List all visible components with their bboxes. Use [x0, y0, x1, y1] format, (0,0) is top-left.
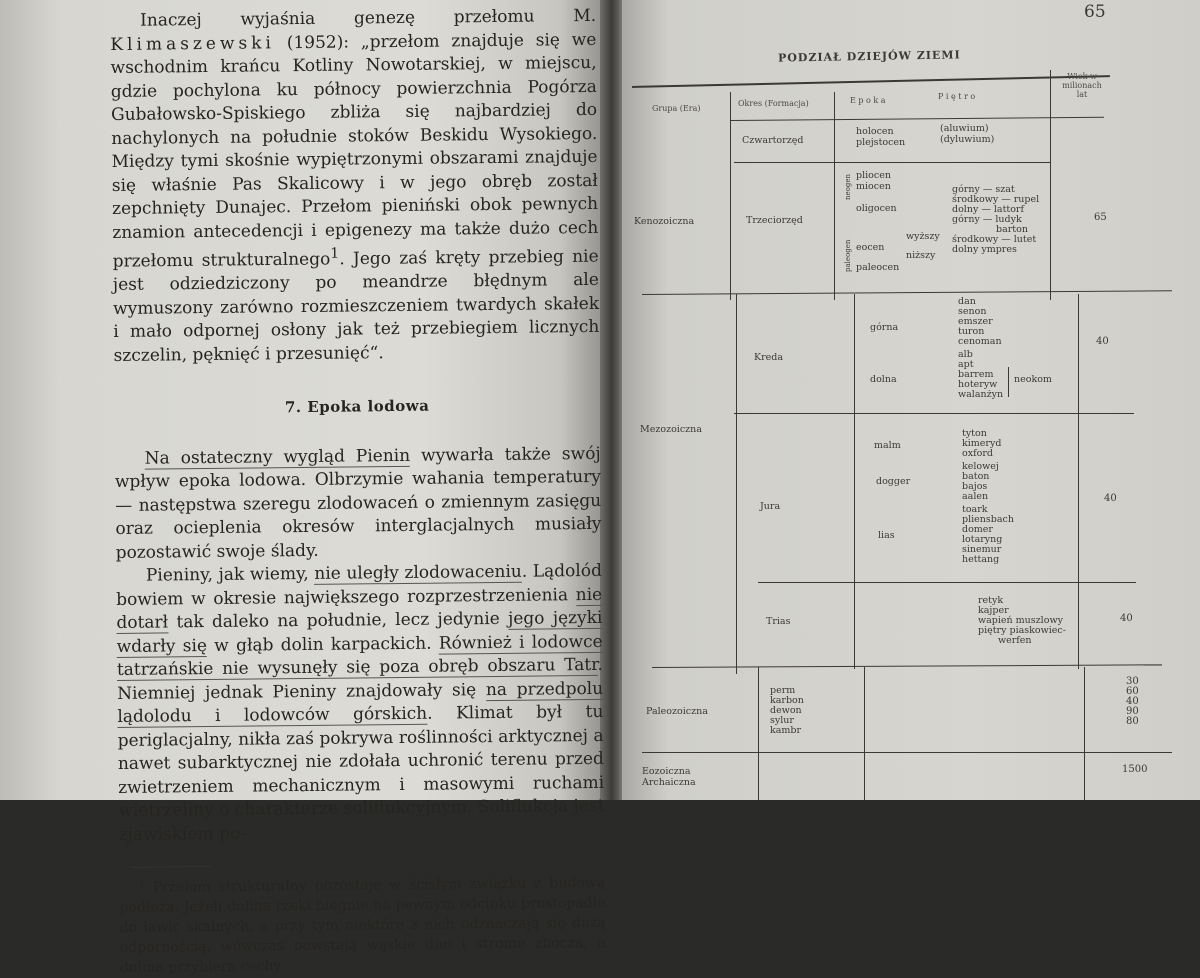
- kenozoic-divider: [642, 290, 1172, 295]
- neogen-epochs: pliocen miocen: [856, 170, 891, 192]
- stage-neokom: neokom: [1014, 374, 1052, 385]
- header-grupa: Grupa (Era): [652, 104, 701, 113]
- eocen-nizszy: niższy: [906, 250, 936, 261]
- age-eozoic: 1500: [1122, 764, 1148, 775]
- col-line-2b: [854, 294, 855, 669]
- era-kenozoiczna: Kenozoiczna: [634, 216, 695, 227]
- paleozoic-ages: 30 60 40 90 80: [1126, 676, 1139, 727]
- czw-epochs: holocen plejstocen: [856, 126, 906, 148]
- geologic-table-page: [622, 0, 1200, 800]
- paragraph-klimaszewski: Inaczej wyjaśnia genezę przełomu M. Klimaszewski (1952): „przełom znajduje się we wschodnim krańcu Kotliny Nowotarskiej, w miejscu, gdzie pochylona ku północy powierzchnia Pogórza Gubałowsko-Spiskiego zbliża się najbardziej do nachylonych na południe stoków Beskidu Wysokiego. Między tymi skośnie wypiętrzonymi obszarami znajduje się właśnie Pas Skalicowy i w jego obręb został zepchnięty Dunajec. Przełom pieniński obok pewnych znamion antecedencji i epigenezy ma także dużo cech przełomu strukturalnego$^1$. Jego zaś kręty przebieg nie jest odziedziczony po meandrze błędnym ale wymuszony zarówno rozmieszczeniem twardych skałek i mało odpornej osłony jak też przebiegiem licznych szczelin, pęknięć i przesunięć“.: [110, 5, 600, 366]
- lias-stages: toark pliensbach domer lotaryng sinemur hettang: [962, 504, 1014, 565]
- tertiary-stages: górny — szat środkowy — rupel dolny — lattorf górny — ludyk barton środkowy — lutet dolny ympres: [952, 184, 1040, 255]
- col-line-1c: [758, 667, 759, 800]
- left-page-text: [110, 5, 606, 978]
- label-paleogen: paleogen: [844, 239, 852, 272]
- dogger-stages: kelowej baton bajos aalen: [962, 461, 999, 502]
- czw-stages: (aluwium) (dyluwium): [940, 123, 995, 145]
- footnote-rule: [131, 866, 211, 868]
- kreda-divider: [734, 413, 1134, 414]
- epoch-eocen: eocen: [856, 242, 885, 253]
- footnote-marker: 1: [330, 245, 340, 262]
- kreda-gorna: górna: [870, 322, 899, 333]
- paragraph-glaciation: Pieniny, jak wiemy, nie uległy zlodowaceniu. Lądolód bowiem w okresie największego rozprzestrzenienia nie dotarł tak daleko na południe, lecz jedynie jego języki wdarły się w głąb dolin karpackich. Również i lodowce tatrzańskie nie wysunęły się poza obręb obszaru Tatr. Niemniej jednak Pieniny znajdowały się na przedpolu lądolodu i lodowców górskich. Klimat był tu periglacjalny, nikła zaś pokrywa roślinności arktycznej a nawet subarktycznej nie zdołała uchronić terenu przed zwietrzeniem mechanicznym i masowymi ruchami wietrzeliny o charakterze soliflukcyjnym. Soliflukcja jest zjawiskiem po-: [116, 561, 605, 845]
- col-line-3: [1050, 70, 1051, 300]
- table-title: PODZIAŁ DZIEJÓW ZIEMI: [777, 48, 961, 65]
- age-kreda: 40: [1096, 336, 1109, 347]
- paleozoic-divider: [642, 752, 1172, 753]
- period-trzeciorzed: Trzeciorzęd: [746, 215, 803, 226]
- header-okres: Okres (Formacja): [738, 99, 809, 108]
- col-line-3b: [1078, 294, 1079, 669]
- mezozoic-divider: [652, 664, 1162, 668]
- age-kenozoic: 65: [1094, 212, 1107, 223]
- era-paleozoiczna: Paleozoiczna: [646, 706, 708, 717]
- header-epoka: E p o k a: [850, 96, 886, 105]
- era-mezozoiczna: Mezozoiczna: [640, 424, 702, 435]
- age-trias: 40: [1120, 613, 1133, 624]
- neokom-brace: [1008, 367, 1009, 397]
- epoch-malm: malm: [874, 440, 901, 451]
- epoch-oligocen: oligocen: [856, 203, 897, 214]
- label-neogen: neogen: [844, 174, 852, 200]
- period-trias: Trias: [766, 616, 791, 627]
- period-jura: Jura: [760, 501, 781, 512]
- czwartorzed-divider: [734, 162, 1050, 163]
- epoch-lias: lias: [878, 530, 895, 541]
- eocen-wyzszy: wyższy: [906, 231, 940, 242]
- period-czwartorzed: Czwartorzęd: [742, 135, 804, 146]
- col-line-1: [730, 92, 731, 300]
- table-top-rule: [632, 75, 1110, 88]
- footnote: ¹ Przełom strukturalny pozostaje w ścisłym związku z budową podłoża. Jeżeli dolina rzeki biegnie na pewnym odcinku prostopadle do ławic skalnych, a przy tym niektóre z nich odznaczają się dużą odpornością, wówczas powstają wąskie dno i strome zbocza, a dolina przybiera cechy: [119, 875, 606, 977]
- kreda-dolna-stages: alb apt barrem hoteryw walanżyn: [958, 349, 1004, 400]
- malm-stages: tyton kimeryd oxford: [962, 428, 1002, 459]
- header-pietro: P i ę t r o: [938, 92, 976, 101]
- col-line-1b: [736, 294, 737, 674]
- jura-divider: [758, 582, 1136, 583]
- header-bottom-rule: [730, 117, 1104, 121]
- col-line-2: [834, 92, 835, 300]
- era-eozoiczna: Eozoiczna Archaiczna: [642, 766, 696, 788]
- paragraph-ice-age: Na ostateczny wygląd Pienin wywarła także swój wpływ epoka lodowa. Olbrzymie wahania temperatury — następstwa szeregu zlodowaceń o zmiennym zasięgu oraz ocieplenia okresów interglacjalnych musiały pozostawić swoje ślady.: [114, 443, 602, 563]
- kreda-gorna-stages: dan senon emszer turon cenoman: [958, 296, 1002, 347]
- col-line-2c: [864, 667, 865, 800]
- age-jura: 40: [1104, 493, 1117, 504]
- trias-stages: retyk kajper wapień muszlowy piętry piaskowiec- werfen: [978, 595, 1066, 646]
- col-line-3c: [1084, 667, 1085, 800]
- header-wiek: Wiek w milionach lat: [1062, 72, 1102, 99]
- page-number: 65: [1084, 2, 1106, 22]
- epoch-dogger: dogger: [876, 476, 911, 487]
- epoch-paleocen: paleocen: [856, 262, 900, 273]
- author-name: Klimaszewski: [110, 32, 276, 55]
- paleozoic-periods: perm karbon dewon sylur kambr: [770, 685, 804, 736]
- kreda-dolna: dolna: [870, 374, 897, 385]
- section-heading: 7. Epoka lodowa: [284, 396, 430, 417]
- period-kreda: Kreda: [754, 352, 784, 363]
